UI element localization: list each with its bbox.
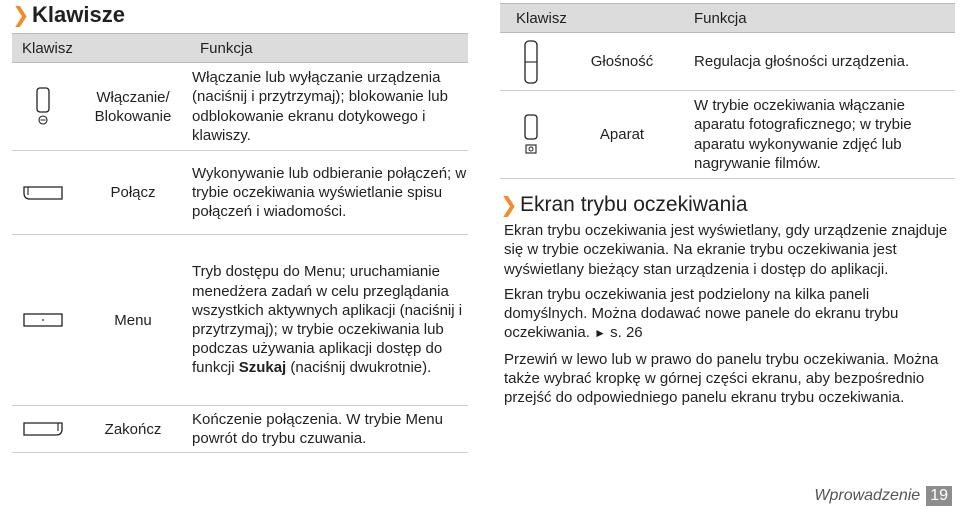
table-row (12, 63, 468, 151)
table-header (500, 4, 955, 33)
section-title: Klawisze (32, 2, 125, 27)
volume-key-icon (500, 33, 562, 91)
triangle-right-icon: ► (594, 326, 606, 341)
table-row (500, 91, 955, 179)
keys-table-right (500, 3, 955, 179)
end-key-icon (12, 406, 74, 453)
camera-key-icon (500, 91, 562, 179)
key-function: Wykonywanie lub odbieranie połączeń; w trybie oczekiwania wyświetlanie spisu połączeń i wiadomości. (192, 151, 468, 235)
key-name: Zakończ (74, 406, 192, 453)
key-function: W trybie oczekiwania włączanie aparatu fotograficznego; w trybie aparatu wykonywanie zdjęć lub nagrywanie filmów. (682, 91, 955, 179)
table-row (12, 151, 468, 235)
table-header (12, 34, 468, 63)
chevron-right-icon: ❯ (500, 193, 518, 217)
key-name: Głośność (562, 33, 682, 91)
key-name: Menu (74, 235, 192, 406)
key-function: Regulacja głośności urządzenia. (682, 33, 955, 91)
key-function-text: Tryb dostępu do Menu; uruchamianie menedżera zadań w celu przeglądania wszystkich aktywnych aplikacji (naciśnij i przytrzymaj); w trybie oczekiwania lub podczas używania aplikacji dostęp do funkcji (192, 263, 463, 377)
table-row (12, 235, 468, 406)
section-heading-standby (500, 193, 955, 217)
key-name: Aparat (562, 91, 682, 179)
footer-section-name: Wprowadzenie (814, 487, 921, 504)
section-heading-keys (12, 0, 468, 30)
page-number: 19 (926, 486, 952, 506)
keys-table-left (12, 33, 468, 453)
table-row (500, 33, 955, 91)
key-function-text: (naciśnij dwukrotnie). (286, 359, 432, 377)
section-title: Ekran trybu oczekiwania (520, 193, 748, 216)
header-function: Funkcja (192, 34, 468, 63)
search-function-label: Szukaj (238, 359, 287, 377)
power-lock-key-icon (12, 63, 74, 151)
menu-key-icon (12, 235, 74, 406)
key-function: Kończenie połączenia. W trybie Menu powrót do trybu czuwania. (192, 406, 468, 453)
table-row (12, 406, 468, 453)
standby-screen-section (500, 193, 955, 408)
key-name: Włączanie/ Blokowanie (74, 63, 192, 151)
header-key: Klawisz (12, 34, 192, 63)
page-footer (814, 486, 952, 506)
call-key-icon (12, 151, 74, 235)
key-function (192, 235, 468, 406)
paragraph: Przewiń w lewo lub w prawo do panelu trybu oczekiwania. Można także wybrać kropkę w górnej części ekranu, aby bezpośrednio przejść do odpowiedniego panelu ekranu trybu oczekiwania. (504, 350, 939, 407)
paragraph-text: Ekran trybu oczekiwania jest podzielony na kilka paneli domyślnych. Można dodawać nowe panele do ekranu trybu oczekiwania. (504, 285, 899, 342)
key-function: Włączanie lub wyłączanie urządzenia (naciśnij i przytrzymaj); blokowanie lub odblokowanie ekranu dotykowego i klawiszy. (192, 63, 468, 151)
paragraph (504, 285, 955, 344)
key-name: Połącz (74, 151, 192, 235)
header-key: Klawisz (500, 4, 682, 33)
paragraph: Ekran trybu oczekiwania jest wyświetlany, gdy urządzenie znajduje się w trybie oczekiwania. Na ekranie trybu oczekiwania jest wyświetlany bieżący stan urządzenia i dostęp do aplikacji. (504, 222, 948, 278)
page-reference-link[interactable]: s. 26 (610, 324, 643, 342)
left-column (12, 0, 468, 453)
chevron-right-icon: ❯ (12, 3, 30, 27)
header-function: Funkcja (682, 4, 955, 33)
right-column (500, 0, 955, 414)
